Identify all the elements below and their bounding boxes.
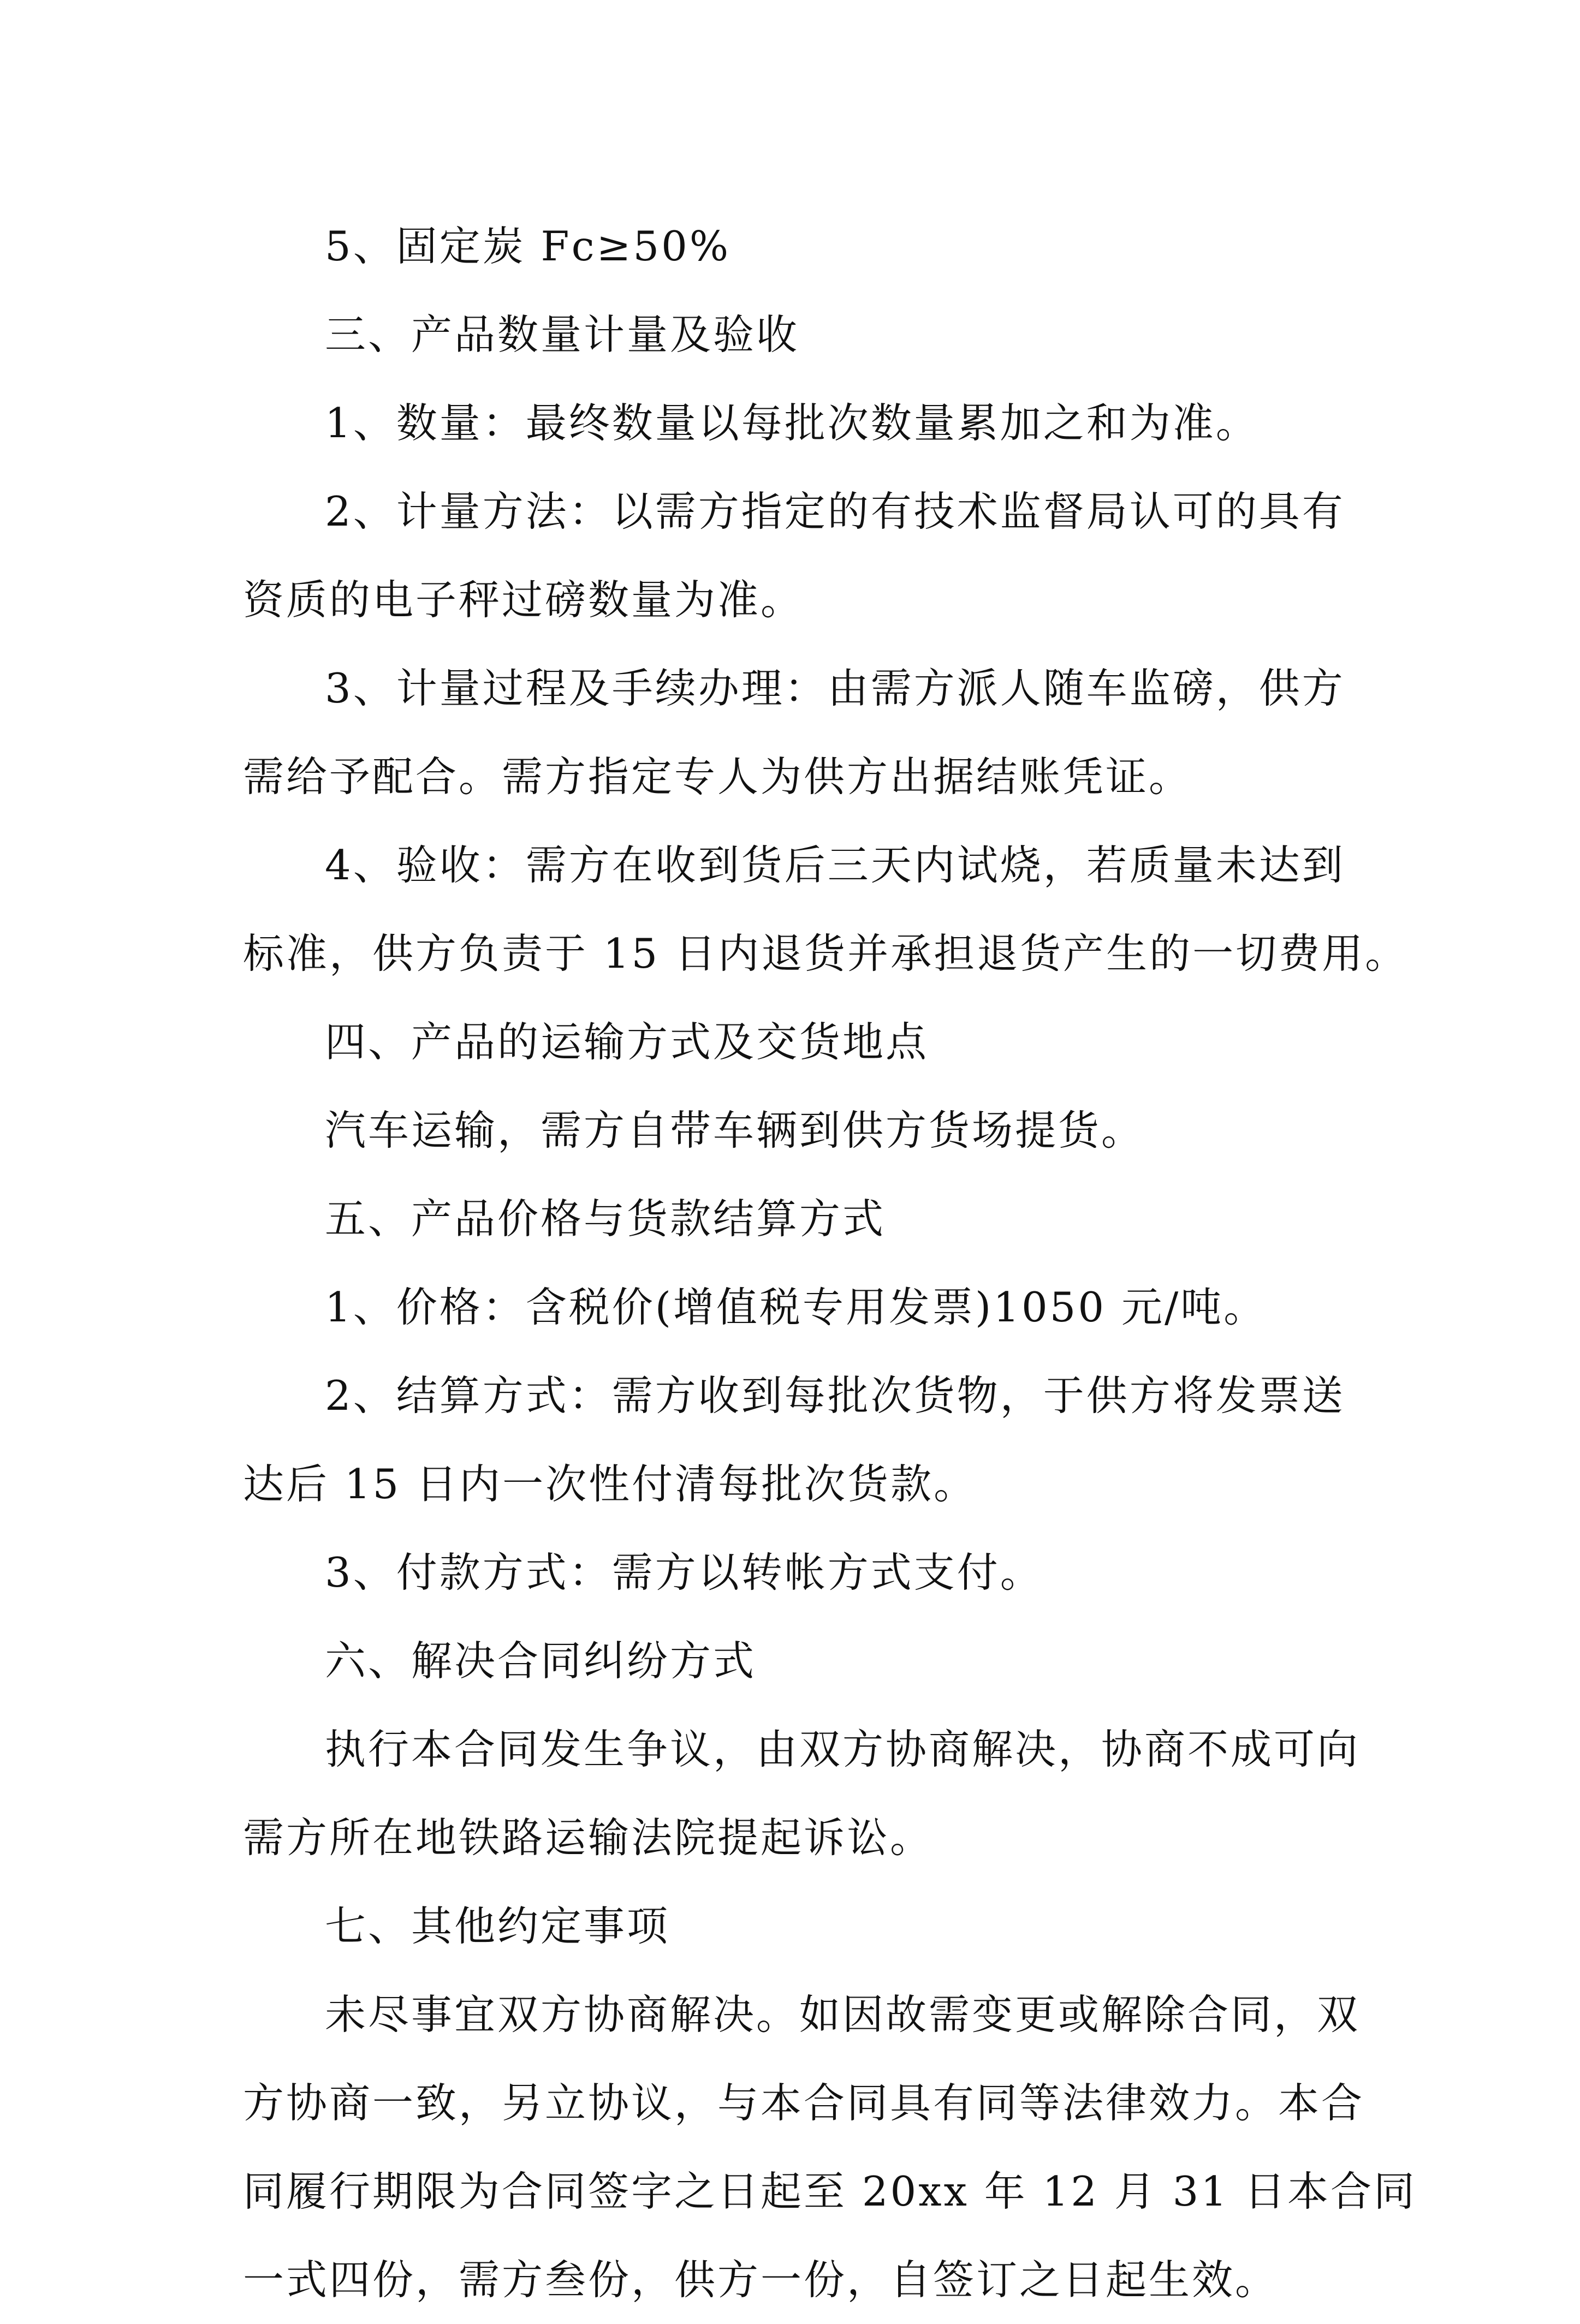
- section-heading: 四、产品的运输方式及交货地点: [325, 1018, 929, 1066]
- text-line: 标准，供方负责于 15 日内退货并承担退货产生的一切费用。: [243, 929, 1409, 978]
- text-line: 2、结算方式：需方收到每批次货物，于供方将发票送: [325, 1372, 1345, 1420]
- section-heading: 六、解决合同纠纷方式: [325, 1637, 757, 1685]
- text-line: 需方所在地铁路运输法院提起诉讼。: [243, 1814, 934, 1862]
- text-line: 1、数量：最终数量以每批次数量累加之和为准。: [325, 399, 1259, 447]
- text-line: 4、验收：需方在收到货后三天内试烧，若质量未达到: [325, 841, 1345, 889]
- section-heading: 五、产品价格与货款结算方式: [325, 1195, 886, 1243]
- text-line: 需给予配合。需方指定专人为供方出据结账凭证。: [243, 753, 1192, 801]
- section-heading: 三、产品数量计量及验收: [325, 311, 800, 359]
- text-line: 执行本合同发生争议，由双方协商解决，协商不成可向: [325, 1725, 1361, 1773]
- text-line: 5、固定炭 Fc≥50%: [325, 222, 731, 270]
- text-line: 同履行期限为合同签字之日起至 20xx 年 12 月 31 日本合同: [243, 2167, 1417, 2215]
- text-line: 未尽事宜双方协商解决。如因故需变更或解除合同，双: [325, 1991, 1361, 2039]
- text-line: 3、付款方式：需方以转帐方式支付。: [325, 1548, 1043, 1596]
- text-line: 一式四份，需方叁份，供方一份，自签订之日起生效。: [243, 2256, 1279, 2304]
- text-line: 2、计量方法：以需方指定的有技术监督局认可的具有: [325, 487, 1345, 535]
- document-body: [243, 202, 1417, 2324]
- text-line: 汽车运输，需方自带车辆到供方货场提货。: [325, 1106, 1145, 1154]
- text-line: 1、价格：含税价(增值税专用发票)1050 元/吨。: [325, 1283, 1267, 1331]
- section-heading: 七、其他约定事项: [325, 1902, 670, 1950]
- text-line: 资质的电子秤过磅数量为准。: [243, 576, 804, 624]
- text-line: 3、计量过程及手续办理：由需方派人随车监磅，供方: [325, 664, 1345, 712]
- text-line: 方协商一致，另立协议，与本合同具有同等法律效力。本合: [243, 2079, 1365, 2127]
- text-line: 达后 15 日内一次性付清每批次货款。: [243, 1460, 977, 1508]
